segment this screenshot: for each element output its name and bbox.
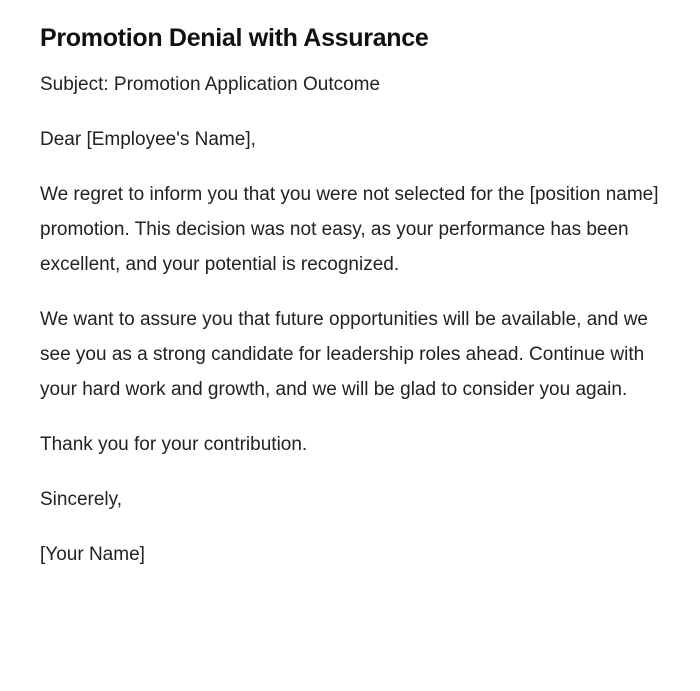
salutation: Dear [Employee's Name],: [40, 129, 256, 150]
thanks-line: Thank you for your contribution.: [40, 434, 308, 455]
subject-line: Subject: Promotion Application Outcome: [40, 74, 381, 95]
page-title: Promotion Denial with Assurance: [40, 24, 429, 52]
body-paragraph: We want to assure you that future opportunities will be available, and we see you as a strong candidate for leadership roles ahead. Continue with your hard work and growth, and we will be glad to consider you again.: [40, 309, 648, 400]
closing: Sincerely,: [40, 489, 123, 510]
signature: [Your Name]: [40, 544, 145, 565]
body-paragraph: We regret to inform you that you were not selected for the [position name] promotion. This decision was not easy, as your performance has been excellent, and your potential is recognized.: [40, 184, 659, 275]
